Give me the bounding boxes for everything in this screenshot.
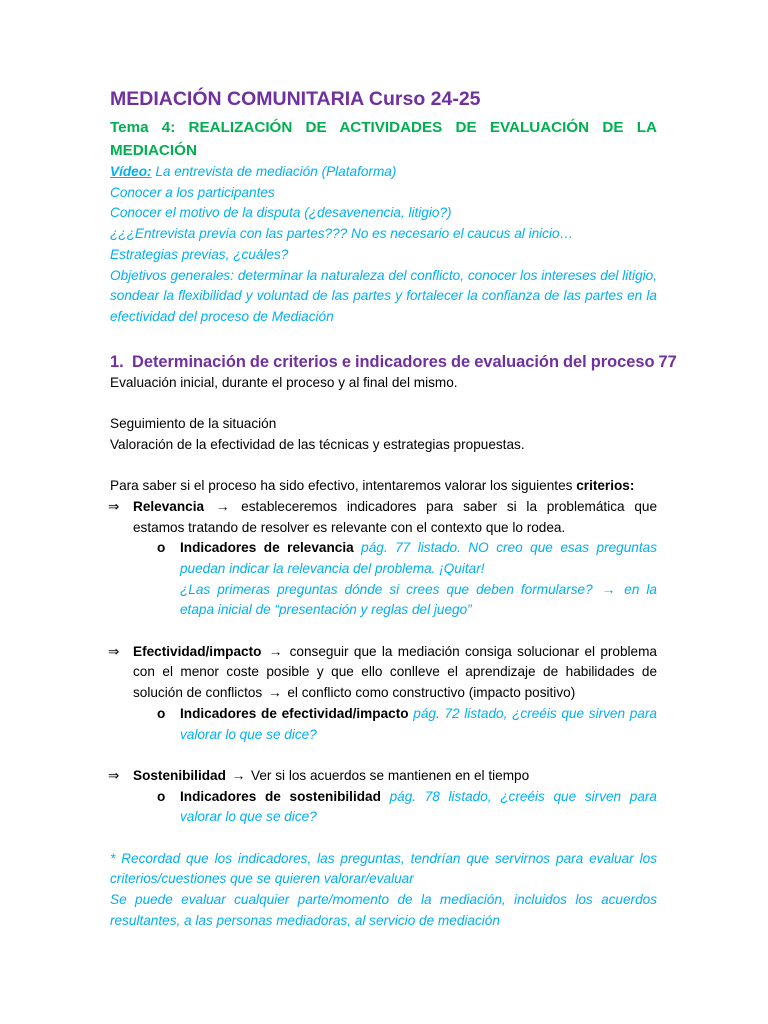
section-number: 1. [110,352,124,371]
bullet-term: Efectividad/impacto [133,643,262,659]
sub-note: pág. 78 listado, ¿creéis que sirven para valorar lo que se dice? [180,788,657,825]
document-title: MEDIACIÓN COMUNITARIA Curso 24-25 [110,88,481,110]
note: Se puede evaluar cualquier parte/momento de la mediación, incluidos los acuerdos resultantes, a las personas mediadoras, al servicio de mediación [110,892,657,928]
sub-note-line: ¿Las primeras preguntas dónde si crees que deben formularse? → en la etapa inicial de “presentación y reglas del juego” [180,581,657,618]
sub-note: pág. 72 listado, ¿creéis que sirven para valorar lo que se dice? [180,705,657,742]
sub-item-relevancia [110,538,657,621]
video-block [110,162,657,328]
section-1-heading [110,351,677,373]
bullet-sostenibilidad: ⇒ Sostenibilidad → Ver si los acuerdos se mantienen en el tiempo [110,766,657,787]
video-item: Conocer a los participantes [110,184,275,200]
video-item: Conocer el motivo de la disputa (¿desavenencia, litigio?) [110,205,452,221]
arrow-icon: → [268,643,283,659]
video-label: Vídeo: [110,164,152,179]
spacer [110,828,657,849]
double-arrow-icon: ⇒ [108,643,120,659]
arrow-icon: → [268,685,282,701]
sub-item-efectividad [110,704,657,745]
document-content [108,86,677,932]
criteria-intro: Para saber si el proceso ha sido efectivo, intentaremos valorar los siguientes criterios: [110,478,635,494]
spacer [110,621,657,642]
video-title: La entrevista de mediación (Plataforma) [151,164,397,179]
circle-bullet-icon: o [157,788,166,804]
double-arrow-icon: ⇒ [108,767,120,783]
spacer [110,745,657,766]
bullet-term: Sostenibilidad [133,767,226,783]
arrow-icon: → [231,767,246,783]
bullet-term: Relevancia [133,498,205,514]
circle-bullet-icon: o [157,540,166,556]
arrow-icon: → [215,498,230,514]
criteria-label: criterios: [576,478,635,494]
section-title: Determinación de criterios e indicadores de evaluación del proceso 77 [132,352,677,371]
sub-term: Indicadores de relevancia [180,540,354,556]
sub-term: Indicadores de sostenibilidad [180,788,381,804]
sub-item-sostenibilidad [110,787,657,828]
note: * Recordad que los indicadores, las preguntas, tendrían que servirnos para evaluar los criterios/cuestiones que se quieren valorar/evaluar [110,850,657,887]
spacer [110,393,657,414]
bullet-relevancia: ⇒ Relevancia → estableceremos indicadores para saber si la problemática que estamos tratando de resolver es relevante con el contexto que lo rodea. [108,498,658,535]
sub-note: pág. 77 listado. NO creo que esas preguntas puedan indicar la relevancia del problema. ¡Quitar! [180,540,657,576]
video-item: Estrategias previas, ¿cuáles? [110,246,289,262]
tema-heading: Tema 4: REALIZACIÓN DE ACTIVIDADES DE EVALUACIÓN DE LA MEDIACIÓN [110,119,657,159]
notes-block [110,849,657,932]
circle-bullet-icon: o [157,705,166,721]
arrow-icon: → [601,581,616,597]
paragraph: Valoración de la efectividad de las técnicas y estrategias propuestas. [110,436,525,452]
paragraph: Seguimiento de la situación [110,416,277,432]
sub-term: Indicadores de efectividad/impacto [180,705,409,721]
paragraph: Evaluación inicial, durante el proceso y al final del mismo. [110,374,458,390]
spacer [110,455,657,476]
video-item: ¿¿¿Entrevista previa con las partes??? No es necesario el caucus al inicio… [110,226,574,242]
video-line [110,162,657,183]
double-arrow-icon: ⇒ [108,498,120,514]
bullet-efectividad: ⇒ Efectividad/impacto → conseguir que la mediación consiga solucionar el problema con el menor coste posible y que ello conlleve el aprendizaje de habilidades de solución de conflictos → el conflicto como constructivo (impacto positivo) [110,642,657,704]
video-objectives: Objetivos generales: determinar la naturaleza del conflicto, conocer los intereses del litigio, sondear la flexibilidad y voluntad de las partes y fortalecer la confianza de las partes en la efectividad del proceso de Mediación [110,267,657,324]
